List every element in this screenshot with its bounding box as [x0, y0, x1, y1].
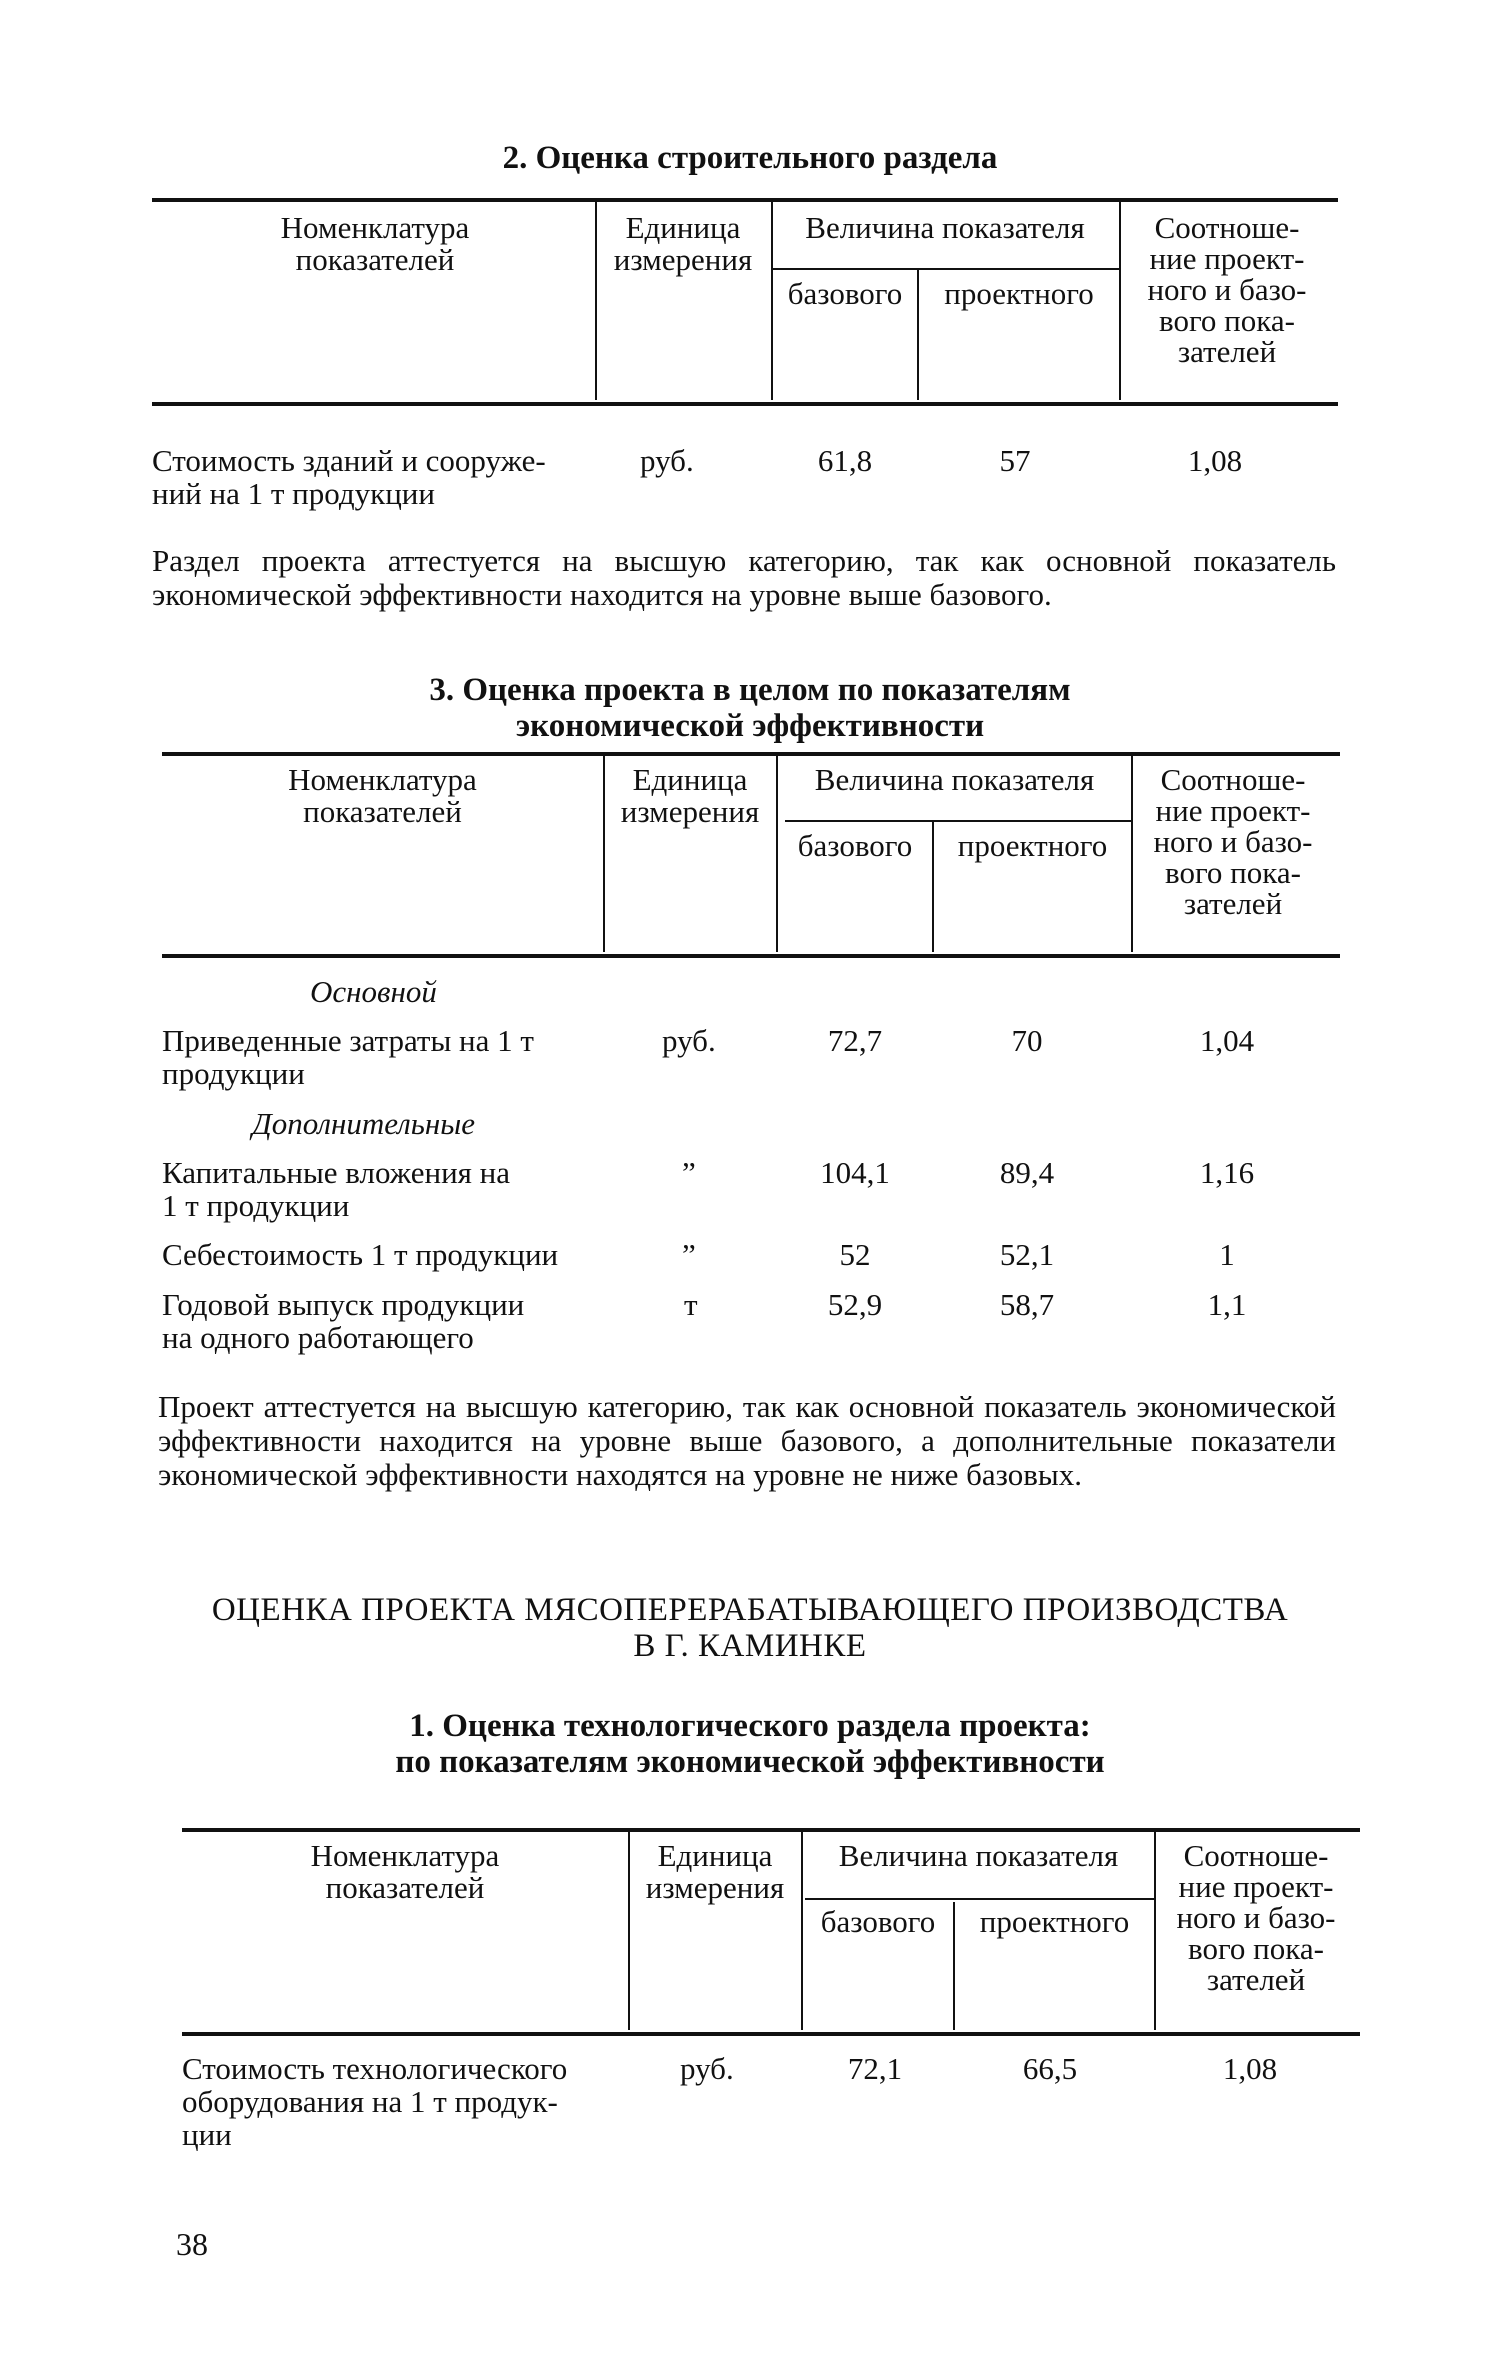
- section2-header-base: базового: [787, 276, 903, 311]
- section3-header-base: базового: [797, 828, 913, 863]
- section1-row-name: Стоимость технологического оборудования на 1 т продук- ции: [182, 2051, 568, 2152]
- section3-row-unit: ”: [682, 1237, 696, 1272]
- section1-header-project: проектного: [979, 1904, 1130, 1939]
- section3-header-value: Величина показателя: [814, 762, 1095, 797]
- section3-row-ratio: 1,16: [1199, 1155, 1255, 1190]
- section3-row-name: Себестоимость 1 т продукции: [162, 1237, 559, 1272]
- section3-row-unit: ”: [682, 1155, 696, 1190]
- section3-row-name: Капитальные вложения на 1 т продукции: [162, 1155, 511, 1223]
- section3-row-base: 72,7: [827, 1023, 883, 1058]
- section1-header-unit: Единица измерения: [645, 1838, 785, 1905]
- section3-header-nomenclature: Номенклатура показателей: [288, 762, 477, 829]
- section3-row-project: 70: [1011, 1023, 1043, 1058]
- section1-title: 1. Оценка технологического раздела проекта: по показателям экономической эффективности: [395, 1708, 1105, 1780]
- section2-row-project: 57: [999, 443, 1031, 478]
- section2-paragraph: Раздел проекта аттестуется на высшую категорию, так как основной показатель экономической эффективности находится на уровне выше базового.: [152, 543, 1336, 612]
- section1-header-base: базового: [820, 1904, 936, 1939]
- section3-additional-label: Дополнительные: [252, 1106, 475, 1141]
- section1-row-base: 72,1: [847, 2051, 903, 2086]
- section3-row-base: 52,9: [827, 1287, 883, 1322]
- section3-subheader-line: [785, 820, 1131, 822]
- section1-row-ratio: 1,08: [1222, 2051, 1278, 2086]
- section3-row-project: 52,1: [999, 1237, 1055, 1272]
- main-heading: ОЦЕНКА ПРОЕКТА МЯСОПЕРЕРАБАТЫВАЮЩЕГО ПРОИЗВОДСТВА В Г. КАМИНКЕ: [211, 1592, 1289, 1664]
- section2-subheader-line: [771, 268, 1119, 270]
- section2-header-nomenclature: Номенклатура показателей: [280, 210, 470, 277]
- section3-row-unit: руб.: [662, 1023, 716, 1058]
- section1-row-project: 66,5: [1022, 2051, 1078, 2086]
- section1-header-ratio: Соотноше- ние проект- ного и базо- вого пока- зателей: [1176, 1838, 1336, 1997]
- section3-header-project: проектного: [957, 828, 1108, 863]
- section1-header-value: Величина показателя: [838, 1838, 1119, 1873]
- page-number: 38: [176, 2226, 208, 2262]
- section3-row-ratio: 1,04: [1199, 1023, 1255, 1058]
- section2-header-value: Величина показателя: [805, 210, 1085, 245]
- section3-row-name: Годовой выпуск продукции на одного работающего: [162, 1287, 525, 1355]
- section3-row-base: 52: [839, 1237, 871, 1272]
- section1-header-nomenclature: Номенклатура показателей: [310, 1838, 500, 1905]
- section2-row-name: Стоимость зданий и сооруже- ний на 1 т продукции: [152, 443, 546, 511]
- section2-title: 2. Оценка строительного раздела: [502, 140, 998, 176]
- section1-row-unit: руб.: [680, 2051, 734, 2086]
- section2-row-ratio: 1,08: [1187, 443, 1243, 478]
- section2-header-project: проектного: [944, 276, 1094, 311]
- section3-header-ratio: Соотноше- ние проект- ного и базо- вого пока- зателей: [1153, 762, 1313, 921]
- section3-row-name: Приведенные затраты на 1 т продукции: [162, 1023, 534, 1091]
- section3-header-unit: Единица измерения: [620, 762, 760, 829]
- section2-row-unit: руб.: [640, 443, 694, 478]
- section2-row-base: 61,8: [817, 443, 873, 478]
- section3-row-project: 58,7: [999, 1287, 1055, 1322]
- section3-main-label: Основной: [310, 974, 437, 1009]
- section2-header-ratio: Соотноше- ние проект- ного и базо- вого пока- зателей: [1147, 210, 1307, 369]
- section3-row-project: 89,4: [999, 1155, 1055, 1190]
- section3-row-ratio: 1: [1219, 1237, 1235, 1272]
- section1-subheader-line: [805, 1898, 1154, 1900]
- section3-row-base: 104,1: [820, 1155, 890, 1190]
- section3-title: 3. Оценка проекта в целом по показателям экономической эффективности: [429, 672, 1071, 744]
- section3-paragraph: Проект аттестуется на высшую категорию, так как основной показатель экономической эффективности находится на уровне выше базового, а дополнительные показатели экономической эффективности находятся на уровне не ниже базовых.: [158, 1389, 1336, 1492]
- section3-row-unit: т: [684, 1287, 698, 1322]
- section2-header-unit: Единица измерения: [613, 210, 753, 277]
- section3-row-ratio: 1,1: [1207, 1287, 1247, 1322]
